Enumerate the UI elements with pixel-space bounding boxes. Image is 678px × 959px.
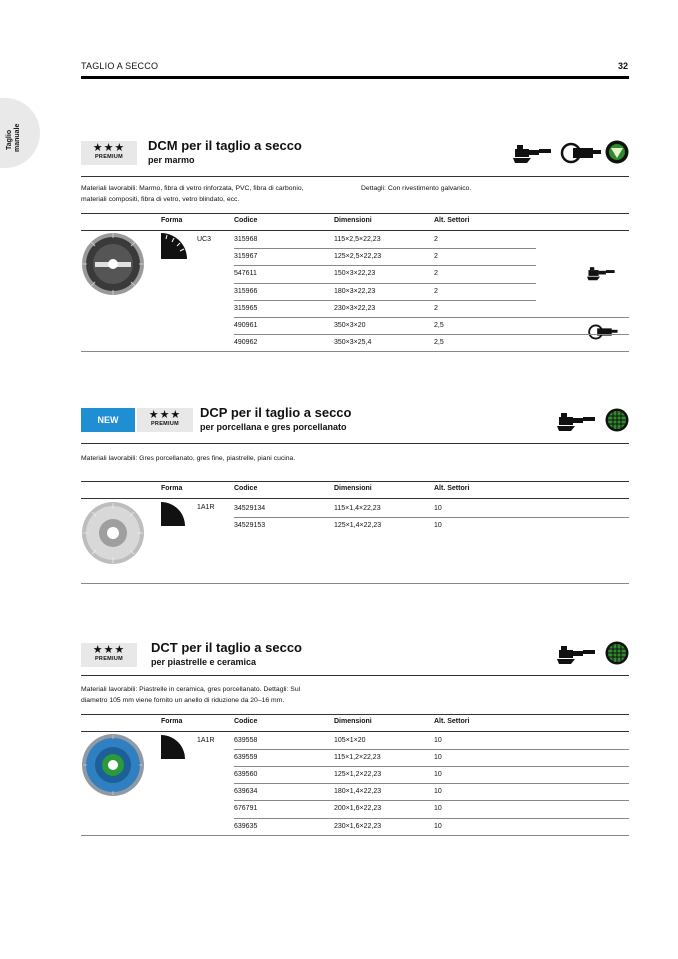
premium-label: PREMIUM <box>94 154 124 160</box>
cell-codice: 315968 <box>234 236 258 243</box>
angle-grinder-icon <box>557 643 601 665</box>
materials-line: Materiali lavorabili: Gres porcellanato, gres fine, piastrelle, piani cucina. <box>81 455 296 462</box>
table-header-bottom-rule <box>81 498 629 499</box>
th-codice: Codice <box>234 718 258 725</box>
th-dimensioni: Dimensioni <box>334 485 372 492</box>
table-row <box>81 767 629 784</box>
product-title: DCM per il taglio a secco <box>148 138 302 153</box>
materials-text <box>81 183 371 205</box>
product-section-dcm <box>81 138 629 353</box>
new-badge: NEW <box>81 408 135 432</box>
cell-settori: 10 <box>434 771 442 779</box>
cell-settori: 2,5 <box>434 322 444 329</box>
materials-text <box>81 453 481 464</box>
table-head-rule <box>81 714 629 715</box>
side-tab-line2: manuale <box>14 123 21 152</box>
table-row <box>81 801 629 818</box>
premium-badge <box>137 408 193 432</box>
title-rule <box>81 443 629 444</box>
cell-codice: 547611 <box>234 270 257 278</box>
section-end-rule <box>81 583 629 584</box>
cell-dimensioni: 105×1×20 <box>334 737 366 744</box>
cell-dimensioni: 230×1,6×22,23 <box>334 822 382 830</box>
tile-material-icon <box>605 641 629 665</box>
side-tab-label <box>2 112 32 152</box>
table-head-rule <box>81 213 629 214</box>
cell-settori: 10 <box>434 754 442 762</box>
th-forma: Forma <box>161 718 183 725</box>
materials-line: materiali compositi, fibra di vetro, vetro blindato, ecc. <box>81 196 240 203</box>
cell-settori: 2 <box>434 287 438 295</box>
premium-label: PREMIUM <box>150 421 180 427</box>
premium-label: PREMIUM <box>94 656 124 662</box>
cell-settori: 10 <box>434 522 442 529</box>
cell-dimensioni: 125×1,4×22,23 <box>334 522 382 529</box>
th-dimensioni: Dimensioni <box>334 217 372 224</box>
cell-codice: 639635 <box>234 822 258 830</box>
th-settori: Alt. Settori <box>434 718 470 725</box>
cell-dimensioni: 115×1,4×22,23 <box>334 505 381 512</box>
cell-settori: 2 <box>434 253 438 261</box>
table-row <box>81 750 629 767</box>
cell-dimensioni: 350×3×20 <box>334 322 366 329</box>
product-subtitle: per porcellana e gres porcellanato <box>200 422 347 432</box>
cell-codice: 490962 <box>234 339 258 347</box>
cell-codice: 639558 <box>234 737 258 744</box>
product-subtitle: per piastrelle e ceramica <box>151 657 257 667</box>
materials-text <box>81 684 401 706</box>
th-settori: Alt. Settori <box>434 485 470 492</box>
forma-code: UC3 <box>197 236 212 243</box>
th-codice: Codice <box>234 485 258 492</box>
materials-line: Materiali lavorabili: Marmo, fibra di vetro rinforzata, PVC, fibra di carbonio, <box>81 185 304 192</box>
page-number: 32 <box>617 61 628 71</box>
marble-material-icon <box>605 140 629 164</box>
forma-code: 1A1R <box>197 504 215 511</box>
cell-codice: 490961 <box>234 322 258 329</box>
cell-dimensioni: 125×1,2×22,23 <box>334 771 382 779</box>
cell-settori: 2 <box>434 236 438 243</box>
angle-grinder-icon <box>513 142 557 164</box>
cell-settori: 10 <box>434 788 442 796</box>
angle-grinder-icon <box>557 410 601 432</box>
premium-stars: ★★★ <box>92 142 126 154</box>
circular-saw-icon <box>559 142 603 164</box>
premium-badge <box>81 141 137 165</box>
cell-codice: 34529134 <box>234 505 266 512</box>
cell-dimensioni: 115×1,2×22,23 <box>334 754 381 762</box>
table-row <box>81 318 629 335</box>
th-codice: Codice <box>234 217 258 224</box>
table-row <box>81 733 629 750</box>
table-row <box>81 518 629 535</box>
cell-codice: 315965 <box>234 304 258 312</box>
cell-settori: 2,5 <box>434 339 444 347</box>
cell-codice: 315967 <box>234 253 258 261</box>
cell-codice: 676791 <box>234 805 258 813</box>
row-rule <box>81 351 629 352</box>
cell-dimensioni: 230×3×22,23 <box>334 304 376 312</box>
table-row <box>81 335 629 352</box>
table-header-bottom-rule <box>81 731 629 732</box>
details-text: Dettagli: Con rivestimento galvanico. <box>361 185 472 192</box>
cell-settori: 10 <box>434 737 442 744</box>
cell-dimensioni: 125×2,5×22,23 <box>334 253 382 261</box>
cell-dimensioni: 180×3×22,23 <box>334 287 376 295</box>
table-row <box>81 784 629 801</box>
row-rule <box>81 835 629 836</box>
materials-line: Materiali lavorabili: Piastrelle in ceramica, gres porcellanato. Dettagli: Sul <box>81 686 301 693</box>
tile-material-icon <box>605 408 629 432</box>
cell-codice: 639560 <box>234 771 258 779</box>
cell-settori: 2 <box>434 304 438 312</box>
cell-settori: 2 <box>434 270 438 278</box>
table-row <box>81 266 629 283</box>
cell-settori: 10 <box>434 805 442 813</box>
premium-stars: ★★★ <box>92 644 126 656</box>
side-tab-line1: Taglio <box>6 129 13 150</box>
cell-dimensioni: 180×1,4×22,23 <box>334 788 382 796</box>
cell-codice: 315966 <box>234 287 258 295</box>
th-forma: Forma <box>161 217 183 224</box>
product-title: DCT per il taglio a secco <box>151 640 302 655</box>
table-head-rule <box>81 481 629 482</box>
page-header-title: TAGLIO A SECCO <box>81 61 159 71</box>
table-row <box>81 301 629 318</box>
cell-codice: 34529153 <box>234 522 266 529</box>
table-row <box>81 232 629 249</box>
cell-settori: 10 <box>434 822 442 830</box>
cell-codice: 639559 <box>234 754 258 762</box>
cell-dimensioni: 200×1,6×22,23 <box>334 805 382 813</box>
materials-line: diametro 105 mm viene fornito un anello di riduzione da 20–16 mm. <box>81 697 285 704</box>
cell-codice: 639634 <box>234 788 258 796</box>
table-row <box>81 249 629 266</box>
product-title: DCP per il taglio a secco <box>200 405 352 420</box>
header-rule <box>81 76 629 79</box>
table-header-bottom-rule <box>81 230 629 231</box>
premium-stars: ★★★ <box>148 409 182 421</box>
th-dimensioni: Dimensioni <box>334 718 372 725</box>
table-row <box>81 284 629 301</box>
table-row <box>81 501 629 518</box>
product-subtitle: per marmo <box>148 155 195 165</box>
cell-dimensioni: 350×3×25,4 <box>334 339 372 347</box>
th-settori: Alt. Settori <box>434 217 470 224</box>
cell-settori: 10 <box>434 505 442 512</box>
cell-dimensioni: 150×3×22,23 <box>334 270 376 278</box>
premium-badge <box>81 643 137 667</box>
title-rule <box>81 176 629 177</box>
product-section-dct <box>81 640 629 840</box>
product-section-dcp <box>81 405 629 585</box>
table-row <box>81 819 629 836</box>
cell-dimensioni: 115×2,5×22,23 <box>334 236 381 243</box>
title-rule <box>81 675 629 676</box>
forma-code: 1A1R <box>197 737 215 744</box>
th-forma: Forma <box>161 485 183 492</box>
